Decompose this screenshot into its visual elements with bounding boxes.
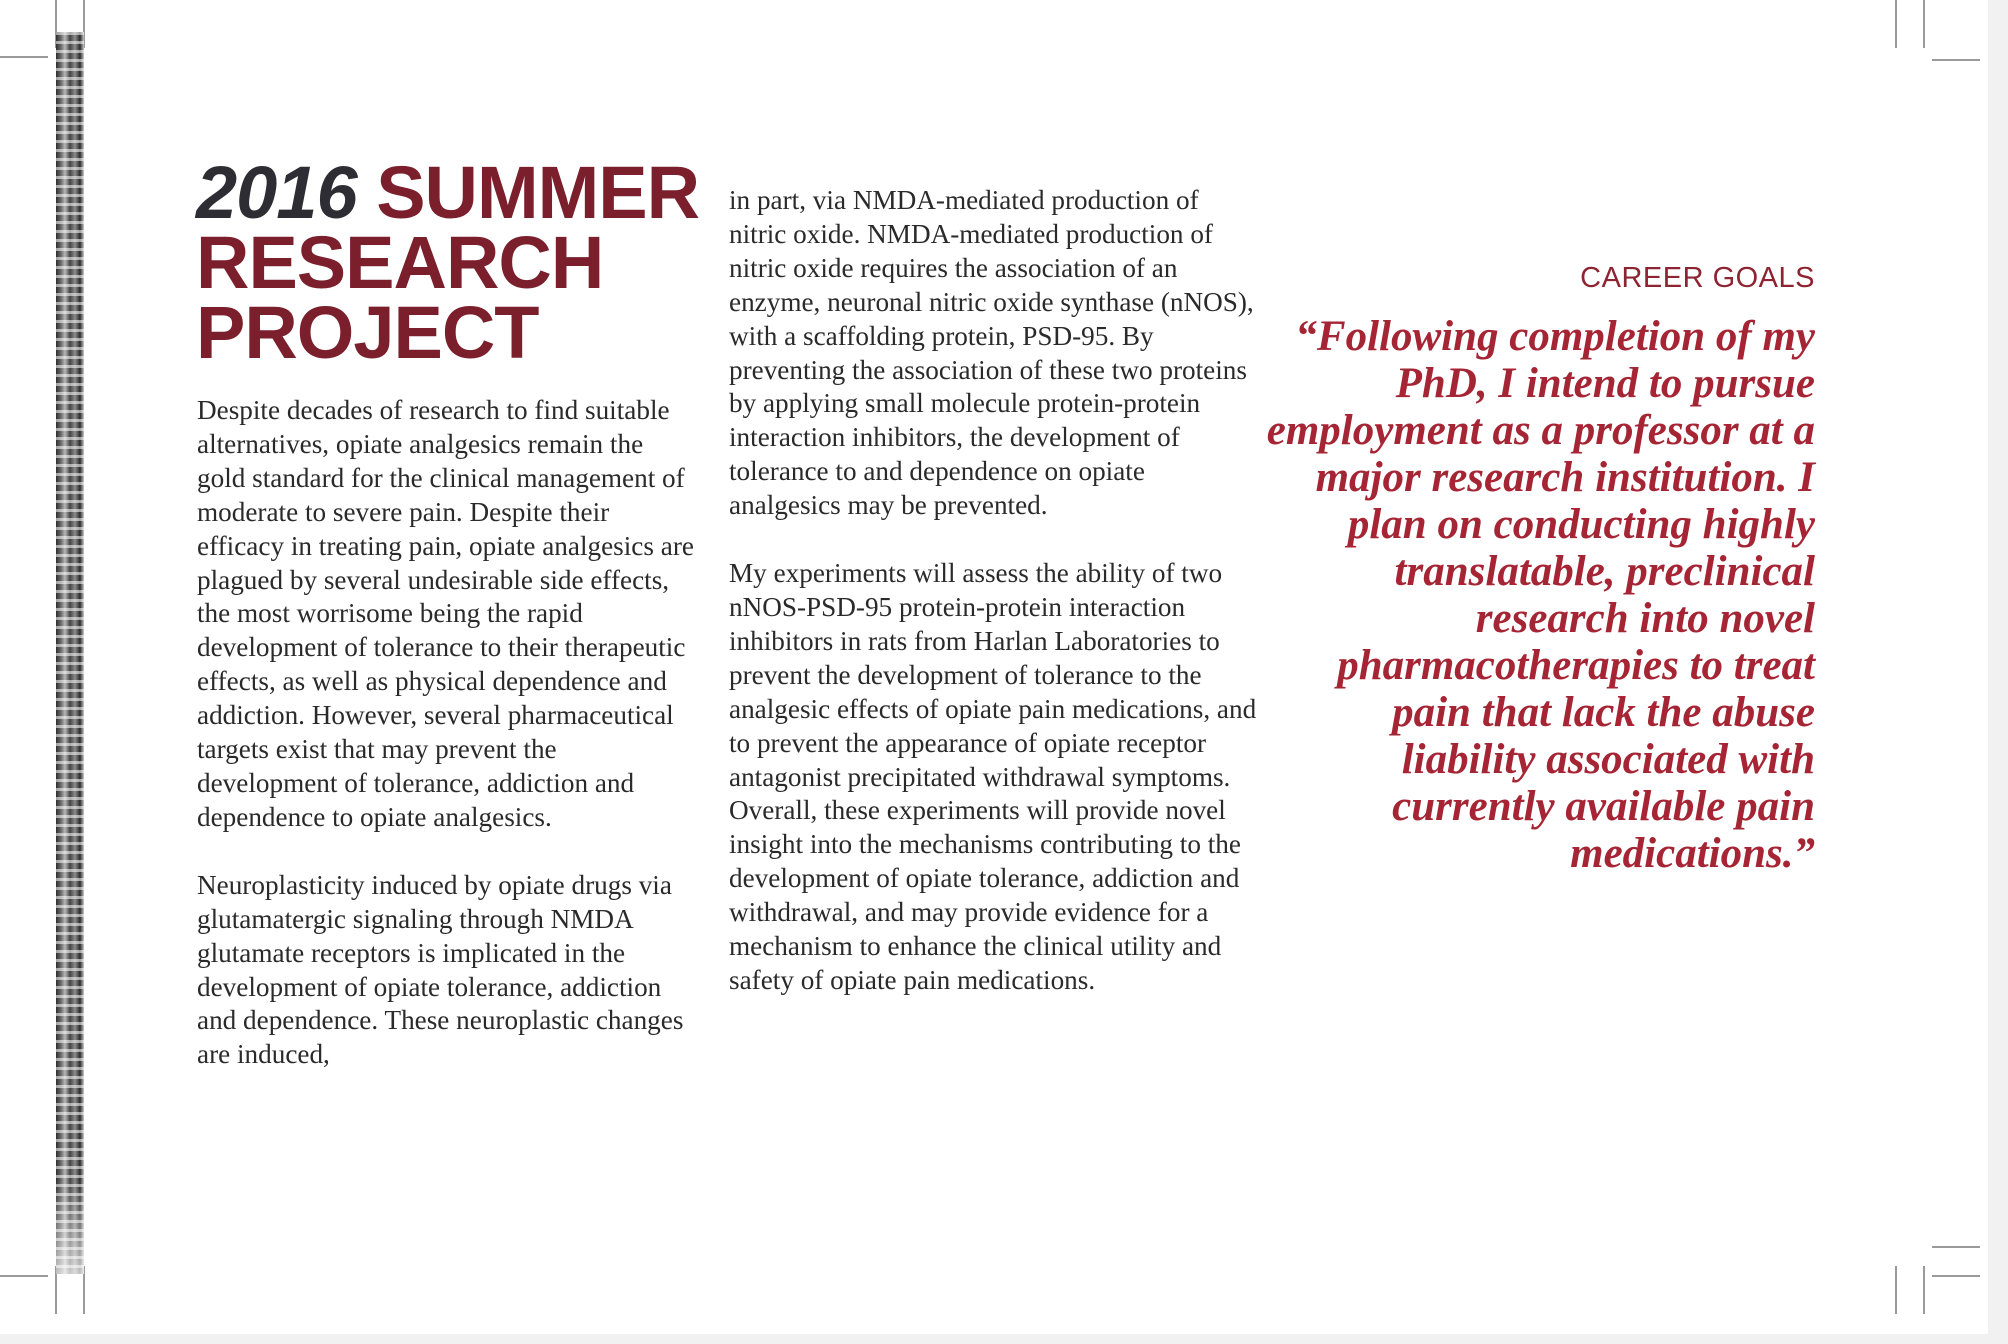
paragraph: Despite decades of research to find suitable alternatives, opiate analgesics remain the gold standard for the clinical management of moderate to severe pain. Despite their efficacy in treating pain, opiate analgesics are plagued by several undesirable side effects, the most worrisome being the rapid development of tolerance to their therapeutic effects, as well as physical dependence and addiction. However, several pharmaceutical targets exist that may prevent the development of tolerance, addiction and dependence to opiate analgesics. — [197, 395, 694, 832]
paragraph: Neuroplasticity induced by opiate drugs via glutamatergic signaling through NMDA glutamate receptors is implicated in the development of opiate tolerance, addiction and dependence. These neuroplastic changes are induced, — [197, 869, 684, 1070]
crop-mark — [1895, 0, 1897, 48]
paragraph: in part, via NMDA-mediated production of nitric oxide. NMDA-mediated production of nitric oxide requires the association of an enzyme, neuronal nitric oxide synthase (nNOS), with a scaffolding protein, PSD-95. By preventing the association of these two proteins by applying small molecule protein-protein interaction inhibitors, the development of tolerance to and dependence on opiate analgesics may be prevented. — [729, 185, 1254, 521]
title-text: SUMMER RESEARCH PROJECT — [196, 151, 700, 374]
photo-strip-fade — [56, 1180, 84, 1274]
crop-mark — [1895, 1266, 1897, 1314]
page-edge — [1988, 0, 2008, 1344]
page-title — [196, 151, 716, 374]
photo-strip — [56, 32, 84, 1274]
bottom-edge — [0, 1334, 2008, 1344]
title-year: 2016 — [196, 151, 357, 234]
body-column-2 — [729, 184, 1259, 998]
body-column-1 — [197, 394, 697, 1072]
crop-mark — [1923, 0, 1925, 48]
paragraph: My experiments will assess the ability of two nNOS-PSD-95 protein-protein interaction inhibitors in rats from Harlan Laboratories to prevent the development of tolerance to the analgesic effects of opiate pain medications, and to prevent the appearance of opiate receptor antagonist precipitated withdrawal symptoms. Overall, these experiments will provide novel insight into the mechanisms contributing to the development of opiate tolerance, addiction and withdrawal, and may provide evidence for a mechanism to enhance the clinical utility and safety of opiate pain medications. — [729, 558, 1257, 995]
career-goals-quote: “Following completion of my PhD, I intend to pursue employment as a professor at a major research institution. I plan on conducting highly translatable, preclinical research into novel pharmacotherapies to treat pain that lack the abuse liability associated with currently available pain medications.” — [1266, 313, 1815, 877]
crop-mark — [0, 56, 48, 58]
career-goals-label: CAREER GOALS — [1580, 262, 1815, 294]
crop-mark — [1932, 59, 1980, 61]
crop-mark — [1932, 1246, 1980, 1248]
crop-mark — [1932, 1275, 1980, 1277]
crop-mark — [0, 1275, 48, 1277]
crop-mark — [1923, 1266, 1925, 1314]
